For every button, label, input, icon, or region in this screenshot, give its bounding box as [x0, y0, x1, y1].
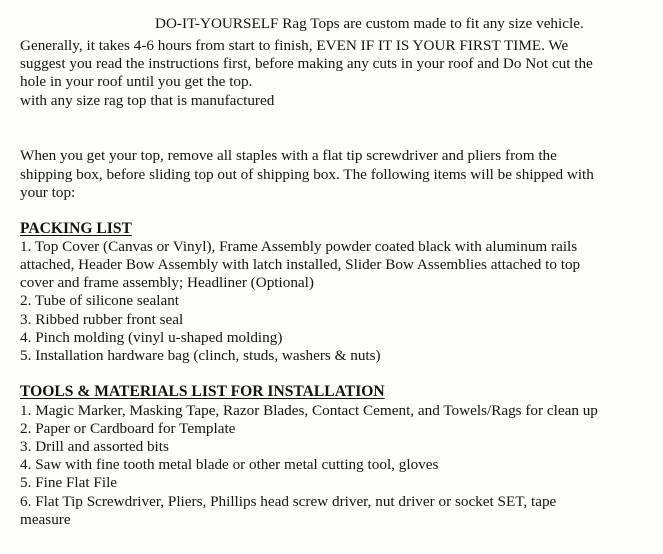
packing-list-item: 2. Tube of silicone sealant	[20, 292, 180, 309]
packing-list-item: 3. Ribbed rubber front seal	[20, 311, 184, 328]
tools-list-item: 3. Drill and assorted bits	[20, 438, 169, 455]
tools-list-item: 1. Magic Marker, Masking Tape, Razor Blades, Contact Cement, and Towels/Rags for clean up	[20, 402, 598, 419]
packing-list-item: attached, Header Bow Assembly with latch installed, Slider Bow Assemblies attached to top	[20, 256, 581, 273]
intro-line: DO-IT-YOURSELF Rag Tops are custom made to fit any size vehicle.	[155, 15, 584, 32]
tools-list-item: 2. Paper or Cardboard for Template	[20, 420, 236, 437]
shipping-line: When you get your top, remove all staples with a flat tip screwdriver and pliers from the	[20, 147, 557, 164]
packing-list-item: 4. Pinch molding (vinyl u-shaped molding)	[20, 329, 283, 346]
tools-list-item: 6. Flat Tip Screwdriver, Pliers, Phillips head screw driver, nut driver or socket SET, tape	[20, 493, 557, 510]
tools-list-item: measure	[20, 511, 71, 528]
tools-list-item: 5. Fine Flat File	[20, 474, 118, 491]
shipping-line: shipping box, before sliding top out of shipping box. The following items will be shipped with	[20, 166, 594, 183]
intro-line: with any size rag top that is manufactured	[20, 92, 275, 109]
shipping-line: your top:	[20, 184, 76, 201]
packing-list-item: 5. Installation hardware bag (clinch, studs, washers & nuts)	[20, 347, 381, 364]
packing-list-heading: PACKING LIST	[20, 220, 132, 237]
packing-list-item: 1. Top Cover (Canvas or Vinyl), Frame Assembly powder coated black with aluminum rails	[20, 238, 578, 255]
intro-line: hole in your roof until you get the top.	[20, 73, 253, 90]
intro-line: Generally, it takes 4-6 hours from start to finish, EVEN IF IT IS YOUR FIRST TIME. We	[20, 37, 569, 54]
packing-list-item: cover and frame assembly; Headliner (Optional)	[20, 274, 314, 291]
tools-list-heading: TOOLS & MATERIALS LIST FOR INSTALLATION	[20, 383, 385, 400]
intro-line: suggest you read the instructions first, before making any cuts in your roof and Do Not cut the	[20, 55, 593, 72]
tools-list-item: 4. Saw with fine tooth metal blade or other metal cutting tool, gloves	[20, 456, 439, 473]
